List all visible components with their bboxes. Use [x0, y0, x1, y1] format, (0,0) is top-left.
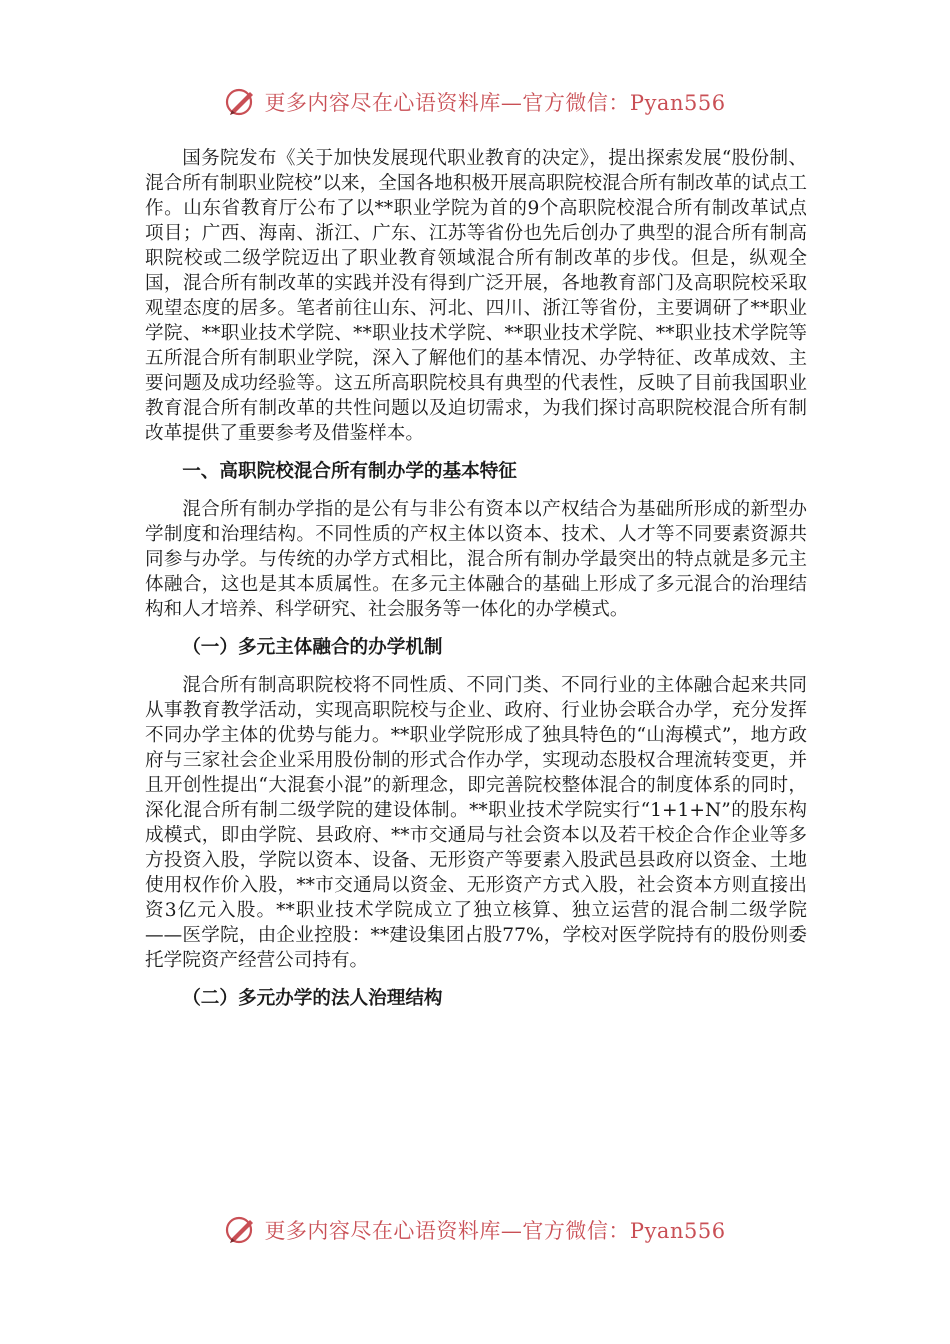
- subsection-2-heading: （二）多元办学的法人治理结构: [182, 988, 443, 1009]
- header-banner-text: 更多内容尽在心语资料库—官方微信：Pyan556: [264, 91, 726, 115]
- document-body: [145, 146, 807, 1011]
- footer-banner-text: 更多内容尽在心语资料库—官方微信：Pyan556: [264, 1219, 726, 1243]
- pen-logo-icon: [224, 85, 258, 119]
- intro-paragraph: 国务院发布《关于加快发展现代职业教育的决定》，提出探索发展“股份制、混合所有制职业院校”以来，全国各地积极开展高职院校混合所有制改革的试点工作。山东省教育厅公布了以**职业学院为首的9个高职院校混合所有制改革试点项目；广西、海南、浙江、广东、江苏等省份也先后创办了典型的混合所有制高职院校或二级学院迈出了职业教育领域混合所有制改革的步伐。但是，纵观全国，混合所有制改革的实践并没有得到广泛开展，各地教育部门及高职院校采取观望态度的居多。笔者前往山东、河北、四川、浙江等省份，主要调研了**职业学院、**职业技术学院、**职业技术学院、**职业技术学院、**职业技术学院等五所混合所有制职业学院，深入了解他们的基本情况、办学特征、改革成效、主要问题及成功经验等。这五所高职院校具有典型的代表性，反映了目前我国职业教育混合所有制改革的共性问题以及迫切需求，为我们探讨高职院校混合所有制改革提供了重要参考及借鉴样本。: [145, 148, 807, 444]
- pen-logo-icon: [224, 1213, 258, 1247]
- subsection-1-heading: （一）多元主体融合的办学机制: [182, 637, 443, 658]
- footer-banner: [0, 1210, 950, 1250]
- section-1-heading: 一、高职院校混合所有制办学的基本特征: [182, 461, 517, 482]
- header-banner: [0, 82, 950, 122]
- subsection-1-paragraph: 混合所有制高职院校将不同性质、不同门类、不同行业的主体融合起来共同从事教育教学活动，实现高职院校与企业、政府、行业协会联合办学，充分发挥不同办学主体的优势与能力。**职业学院形成了独具特色的“山海模式”，地方政府与三家社会企业采用股份制的形式合作办学，实现动态股权合理流转变更，并且开创性提出“大混套小混”的新理念，即完善院校整体混合的制度体系的同时，深化混合所有制二级学院的建设体制。**职业技术学院实行“1+1+N”的股东构成模式，即由学院、县政府、**市交通局与社会资本以及若干校企合作企业等多方投资入股，学院以资本、设备、无形资产等要素入股武邑县政府以资金、土地使用权作价入股，**市交通局以资金、无形资产方式入股，社会资本方则直接出资3亿元入股。**职业技术学院成立了独立核算、独立运营的混合制二级学院——医学院，由企业控股：**建设集团占股77%，学校对医学院持有的股份则委托学院资产经营公司持有。: [145, 675, 807, 971]
- section-1-paragraph: 混合所有制办学指的是公有与非公有资本以产权结合为基础所形成的新型办学制度和治理结构。不同性质的产权主体以资本、技术、人才等不同要素资源共同参与办学。与传统的办学方式相比，混合所有制办学最突出的特点就是多元主体融合，这也是其本质属性。在多元主体融合的基础上形成了多元混合的治理结构和人才培养、科学研究、社会服务等一体化的办学模式。: [145, 499, 807, 620]
